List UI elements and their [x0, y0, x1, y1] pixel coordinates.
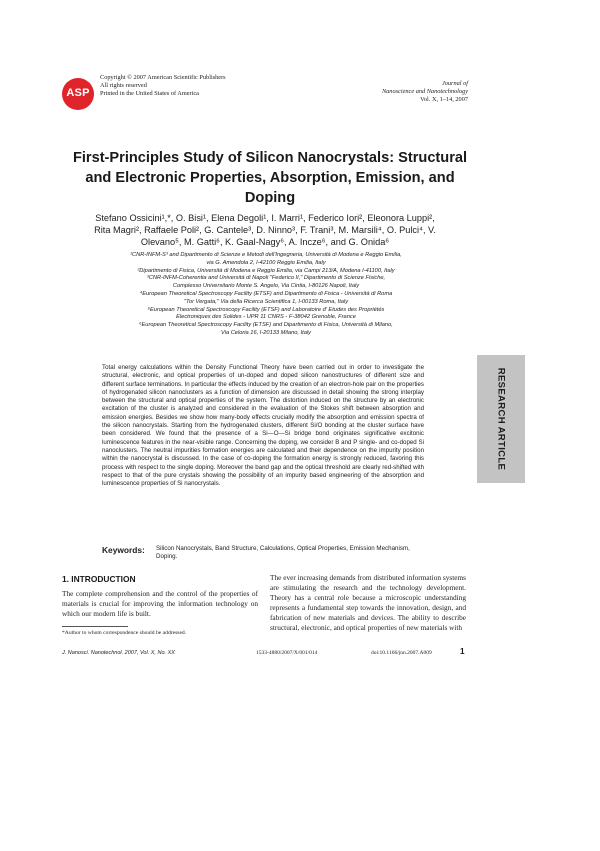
affiliation-line: via G. Amendola 2, I-42100 Reggio Emilia, Italy: [206, 259, 326, 266]
affiliation-line: ²Dipartimento di Fisica, Università di Modena e Reggio Emilia, via Campi 213/A, Modena I-41100, Italy: [137, 267, 395, 274]
footnote-divider: [62, 626, 128, 627]
affiliation-line: ¹CNR-INFM-S³ and Dipartimento di Scienze e Metodi dell'Ingegneria, Università di Modena e Reggio Emilia,: [130, 252, 402, 258]
journal-name-line: Nanoscience and Nanotechnology: [381, 88, 468, 95]
asp-logo: [62, 78, 94, 110]
copyright-line: Copyright © 2007 American Scientific Publishers: [100, 74, 226, 81]
keywords-text: Silicon Nanocrystals, Band Structure, Calculations, Optical Properties, Emission Mechanism, Doping.: [156, 545, 410, 561]
footer-doi: doi:10.1166/jnn.2007.A009: [371, 650, 432, 656]
footer-issn: 1533-4880/2007/X/001/014: [256, 650, 318, 656]
affiliation-line: Electroniques des Solides - UPR 11 CNRS - F-38042 Grenoble, France: [176, 314, 356, 321]
footnote: *Author to whom correspondence should be addressed.: [62, 630, 187, 636]
journal-header: [382, 80, 468, 104]
affiliation-line: ⁵European Theoretical Spectroscopy Facility (ETSF) and Laboratoire d' Etudes des Propriétés: [147, 306, 385, 313]
affiliation-line: Via Celoria 16, I-20133 Milano, Italy: [221, 329, 311, 336]
copyright-notice: [100, 74, 260, 98]
affiliation-line: ⁴European Theoretical Spectroscopy Facility (ETSF) and Dipartimento di Fisica - Università di Roma: [139, 290, 393, 297]
paper-title: First-Principles Study of Silicon Nanocrystals: Structural and Electronic Properties, Absorption, Emission, and Doping: [72, 150, 468, 206]
asp-logo-text: ASP: [66, 87, 90, 99]
affiliation-line: "Tor Vergata," Via della Ricerca Scientifica 1, I-00133 Roma, Italy: [183, 298, 349, 305]
journal-volume: Vol. X, 1–14, 2007: [420, 96, 468, 103]
author-list: Stefano Ossicini¹,*, O. Bisi¹, Elena Degoli¹, I. Marri¹, Federico Iori², Eleonora Luppi², Rita Magri², Raffaele Poli², G. Cantele³, D. Ninno³, F. Trani³, M. Marsili⁴, O. Pulci⁴, V. Olevano⁵, M. Gatti⁶, K. Gaal-Nagy⁶, A. Incze⁶, and G. Onida⁶: [94, 213, 436, 248]
body-column-left: The complete comprehension and the control of the properties of materials is crucial for improving the information technology on which our modern life is built.: [62, 589, 258, 618]
section-heading: 1. INTRODUCTION: [62, 574, 136, 584]
article-type-label: RESEARCH ARTICLE: [495, 367, 507, 471]
body-column-right: The ever increasing demands from distributed information systems are stimulating the research and the technology development. Theory has a central role because a microscopic understanding represents a fundamental step towards the innovation, design, and fabrication of new materials and devices. The ability to describe structural, electronic, and optical properties of new materials with: [270, 573, 466, 632]
affiliation-line: Complesso Universitario Monte S. Angelo, Via Cintia, I-80126 Napoli, Italy: [172, 283, 360, 290]
page-number: 1: [460, 647, 465, 656]
copyright-line: Printed in the United States of America: [100, 90, 199, 97]
affiliations: [96, 252, 436, 338]
keywords: [102, 545, 425, 562]
journal-name-line: Journal of: [441, 80, 468, 87]
article-type-tab: [477, 355, 525, 483]
abstract: Total energy calculations within the Density Functional Theory have been carried out in order to investigate the structural, electronic, and optical properties of un-doped and doped silicon nanostructures of different size and different surface terminations. In particular the effects induced by the creation of an electron-hole pair on the properties of hydrogenated silicon nanoclusters as a function of dimension are discussed in detail showing the strong interplay between the structural and optical properties of the system. The distortion induced on the structure by an electronic excitation of the cluster is analyzed and considered in the evaluation of the Stokes shift between absorption and emission energies. Besides we show how many-body effects crucially modify the absorption and emission spectra of the silicon nanocrystals. Starting from the hydrogenated clusters, different Si/O bonding at the cluster surface have been considered. We found that the presence of a Si—O—Si bridge bond originates significative excitonic luminescence features in the near-visible range. Concerning the doping, we consider B and P single- and co-doped Si nanoclusters. The neutral impurities formation energies are calculated and their dependence on the impurity position within the nanocrystal is discussed. In the case of co-doping the formation energy is strongly reduced, favoring this process with respect to the single doping. Moreover the band gap and the optical threshold are clearly red-shifted with respect to that of the pure crystals showing the possibility of an impurity based engineering of the absorption and luminescence properties of Si nanocrystals.: [102, 364, 425, 488]
copyright-line: All rights reserved: [100, 82, 147, 89]
footer-journal-ref: J. Nanosci. Nanotechnol. 2007, Vol. X, No. XX: [62, 650, 175, 656]
keywords-label: Keywords:: [102, 545, 145, 555]
affiliation-line: ⁶European Theoretical Spectroscopy Facility (ETSF) and Dipartimento di Fisica, Università di Milano,: [139, 322, 393, 329]
affiliation-line: ³CNR-INFM-Coherentia and Università di Napoli "Federico II," Dipartimento di Scienze Fisiche,: [146, 275, 386, 282]
